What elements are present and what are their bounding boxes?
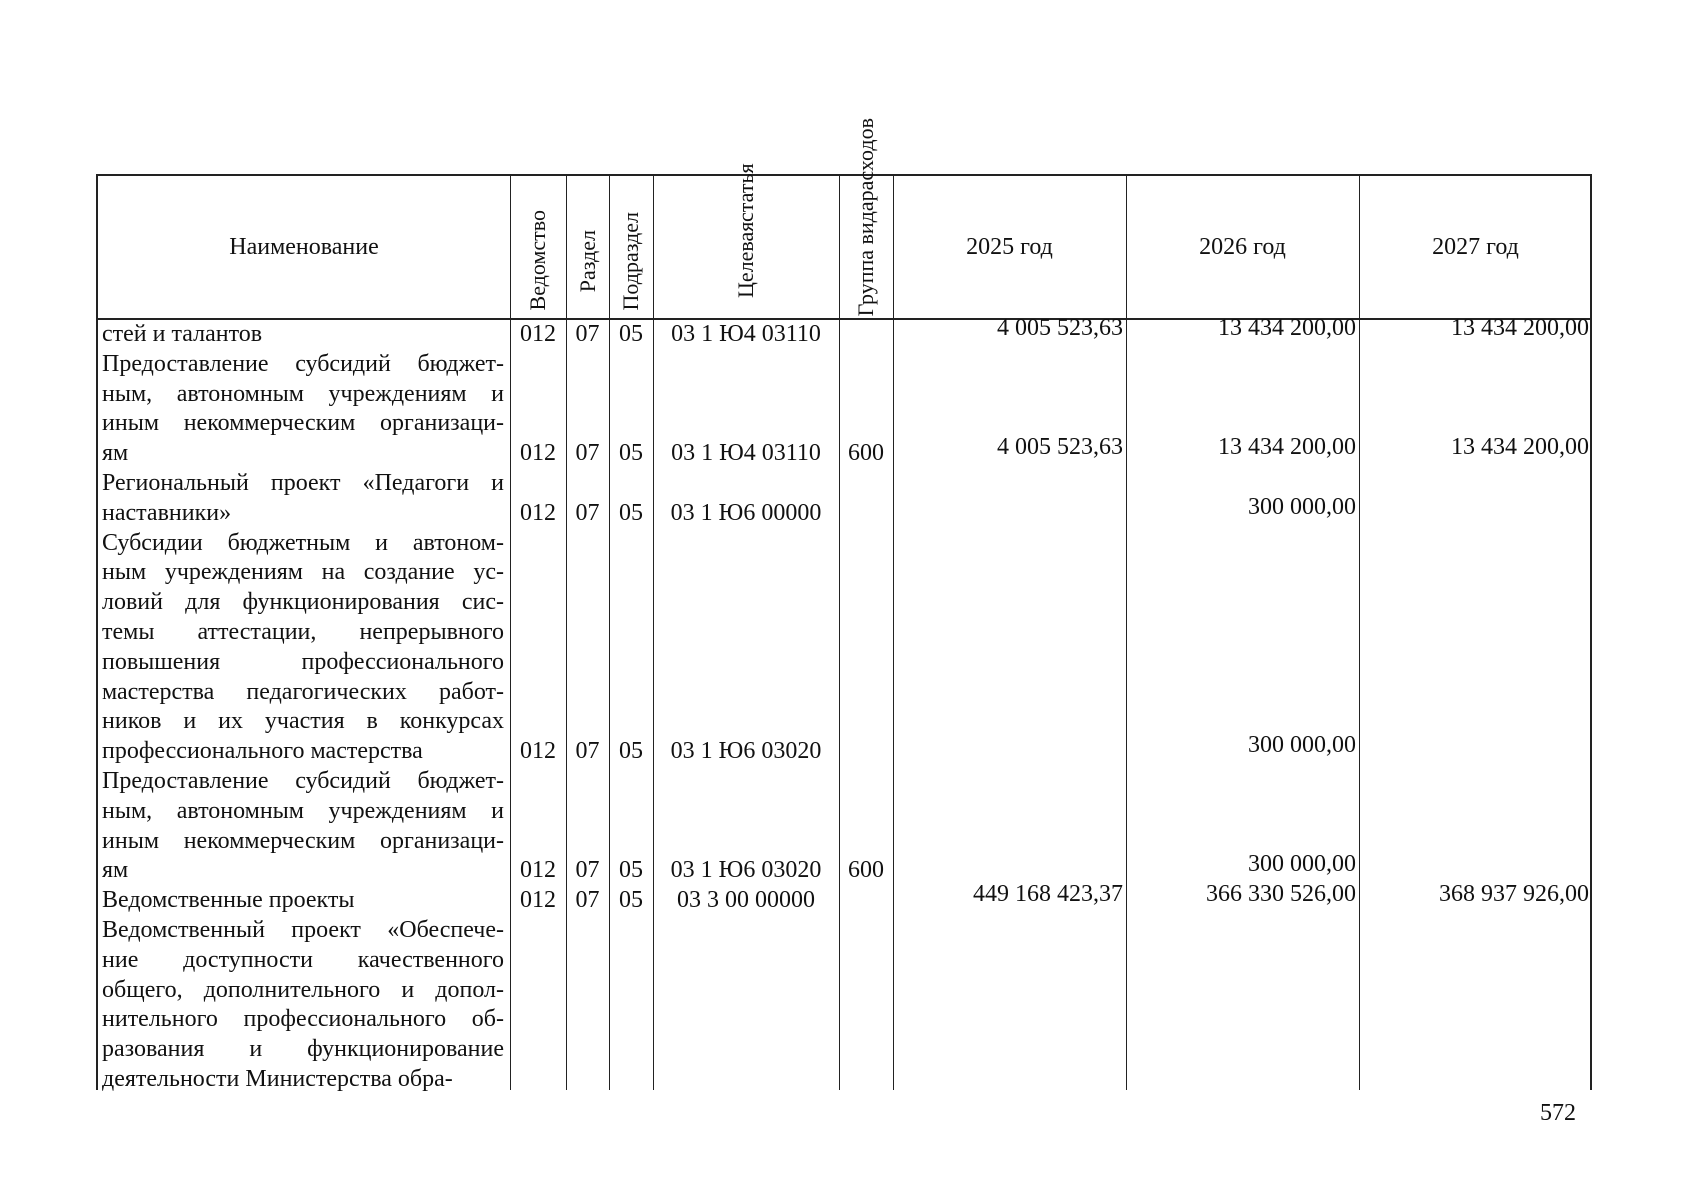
- cell-razdel: 07: [575, 887, 600, 914]
- row-name-line: Предоставление субсидий бюджет-: [102, 768, 504, 794]
- header-2026: [1126, 176, 1359, 318]
- cell-ved: 012: [520, 887, 556, 914]
- header-podrazdel: [609, 176, 653, 318]
- header-name-text: Наименование: [229, 233, 379, 260]
- cell-ved: 012: [520, 440, 556, 467]
- header-group: [839, 117, 893, 318]
- cell-ved: 012: [520, 499, 556, 526]
- cell-group: 600: [848, 857, 884, 884]
- cell-razdel: 07: [575, 857, 600, 884]
- row-name-line: Ведомственный проект «Обеспече-: [102, 917, 504, 943]
- cell-podrazdel: 05: [619, 321, 643, 347]
- cell-y2025: 4 005 523,63: [997, 315, 1123, 341]
- row-name-line: разования и функционирование: [102, 1036, 504, 1063]
- header-2027: [1359, 176, 1592, 318]
- row-name-line: ние доступности качественного: [102, 946, 504, 973]
- row-name-line: иным некоммерческим организаци-: [102, 410, 504, 437]
- cell-y2027: 368 937 926,00: [1439, 881, 1589, 908]
- row-name-line: деятельности Министерства обра-: [102, 1065, 453, 1092]
- header-target-text: [734, 163, 758, 298]
- cell-y2026: 300 000,00: [1248, 493, 1356, 520]
- cell-target: 03 1 Ю4 03110: [671, 440, 821, 467]
- header-target-line2: статья: [733, 163, 758, 222]
- cell-y2025: 449 168 423,37: [973, 881, 1123, 908]
- header-2027-text: 2027 год: [1432, 233, 1519, 260]
- row-name-line: ным, автономным учреждениям и: [102, 380, 504, 407]
- cell-y2026: 13 434 200,00: [1218, 315, 1356, 341]
- row-name-line: ным, автономным учреждениям и: [102, 797, 504, 824]
- row-name-line: Ведомственные проекты: [102, 887, 355, 914]
- page-number: 572: [1540, 1100, 1576, 1126]
- header-group-line1: Группа вида: [853, 201, 878, 316]
- cell-y2025: 4 005 523,63: [997, 434, 1123, 461]
- cell-y2026: 300 000,00: [1248, 851, 1356, 878]
- row-name-line: темы аттестации, непрерывного: [102, 618, 504, 645]
- cell-y2027: 13 434 200,00: [1451, 315, 1589, 341]
- cell-podrazdel: 05: [619, 738, 643, 765]
- cell-ved: 012: [520, 857, 556, 884]
- row-name-line: мастерства педагогических работ-: [102, 678, 504, 705]
- cell-target: 03 1 Ю6 00000: [670, 499, 822, 526]
- header-2026-text: 2026 год: [1199, 233, 1286, 260]
- table-body: [98, 315, 1590, 1092]
- cell-podrazdel: 05: [619, 887, 643, 914]
- row-name-line: наставники»: [102, 499, 232, 526]
- row-name: [98, 767, 510, 886]
- row-name-line: ным учреждениям на создание ус-: [102, 559, 504, 586]
- row-name: [98, 350, 510, 469]
- row-name: [98, 916, 510, 1095]
- cell-razdel: 07: [575, 738, 600, 765]
- table-header: [98, 117, 1590, 320]
- row-name-line: ников и их участия в конкурсах: [102, 708, 504, 735]
- header-vedomstvo: [510, 176, 566, 318]
- cell-target: 03 1 Ю4 03110: [671, 321, 821, 347]
- cell-y2027: 13 434 200,00: [1451, 434, 1589, 461]
- row-name: [98, 320, 510, 350]
- row-name-line: ям: [102, 440, 129, 467]
- header-target: [653, 163, 839, 318]
- row-name-line: Предоставление субсидий бюджет-: [102, 350, 504, 377]
- row-name-line: Субсидии бюджетным и автоном-: [102, 529, 504, 556]
- cell-ved: 012: [520, 321, 556, 347]
- cell-podrazdel: 05: [619, 499, 643, 526]
- cell-y2026: 13 434 200,00: [1218, 434, 1356, 461]
- cell-target: 03 1 Ю6 03020: [670, 738, 822, 765]
- cell-y2026: 300 000,00: [1248, 732, 1356, 759]
- header-razdel-text: Раздел: [574, 229, 600, 292]
- cell-podrazdel: 05: [619, 440, 643, 467]
- header-group-line2: расходов: [853, 117, 878, 202]
- row-name-line: повышения профессионального: [102, 648, 504, 675]
- cell-target: 03 3 00 00000: [677, 887, 815, 914]
- header-target-line1: Целевая: [733, 221, 758, 298]
- row-name-line: нительного профессионального об-: [102, 1006, 504, 1033]
- header-2025-text: 2025 год: [966, 233, 1053, 260]
- row-name-line: Региональный проект «Педагоги и: [102, 470, 504, 496]
- cell-y2026: 366 330 526,00: [1206, 881, 1356, 908]
- header-vedomstvo-text: Ведомство: [525, 209, 550, 310]
- cell-razdel: 07: [575, 440, 600, 467]
- header-group-text: [854, 118, 878, 316]
- cell-group: 600: [848, 440, 884, 467]
- header-name: [98, 176, 510, 318]
- cell-ved: 012: [520, 738, 556, 765]
- row-name: [98, 886, 510, 916]
- row-name: [98, 469, 510, 529]
- header-2025: [893, 176, 1126, 318]
- row-name-line: ловий для функционирования сис-: [102, 589, 504, 616]
- row-name: [98, 529, 510, 767]
- cell-target: 03 1 Ю6 03020: [670, 857, 822, 884]
- row-name-line: иным некоммерческим организаци-: [102, 827, 504, 854]
- cell-razdel: 07: [575, 499, 600, 526]
- row-name-line: ям: [102, 857, 129, 884]
- row-name-line: профессионального мастерства: [102, 738, 423, 765]
- cell-podrazdel: 05: [619, 857, 643, 884]
- cell-razdel: 07: [575, 321, 600, 347]
- header-podrazdel-text: Подраздел: [618, 211, 643, 310]
- row-name-line: общего, дополнительного и допол-: [102, 976, 504, 1003]
- header-razdel: [566, 176, 609, 318]
- budget-table: [96, 117, 1592, 1092]
- row-name-line: стей и талантов: [102, 321, 263, 347]
